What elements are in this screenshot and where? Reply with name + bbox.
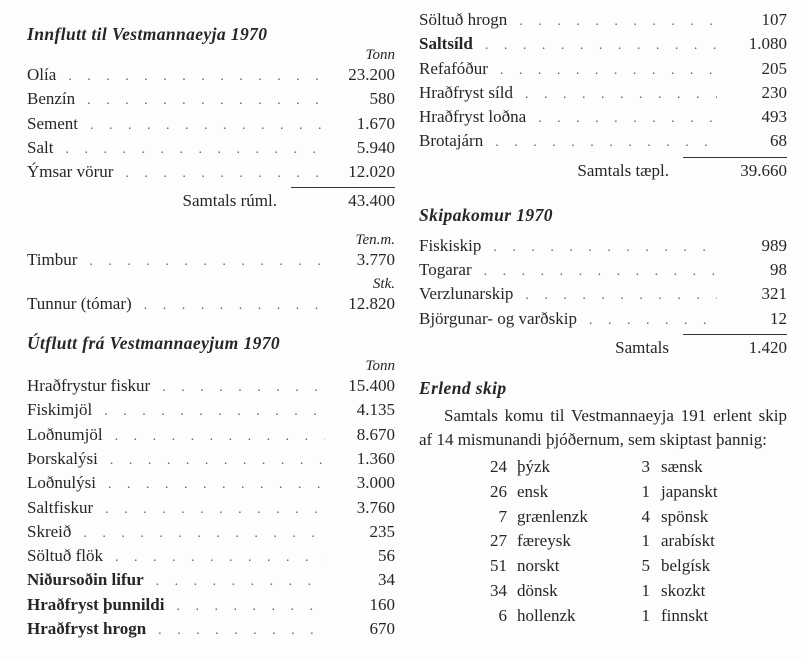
dotted-leader [589, 313, 717, 329]
nationality-label: sænsk [661, 456, 703, 476]
dotted-leader [110, 453, 325, 469]
nationality-row [419, 531, 787, 556]
total-label: Samtals rúml. [182, 191, 277, 211]
dotted-leader [68, 69, 325, 85]
dotted-leader [65, 142, 325, 158]
nationality-label: spönsk [661, 506, 709, 526]
table-row [27, 498, 395, 522]
row-value: 205 [761, 58, 787, 78]
row-label: Hraðfryst þunnildi [27, 594, 165, 614]
table-row [419, 10, 787, 34]
row-value: 1.360 [356, 448, 395, 468]
dotted-leader [156, 574, 325, 590]
row-label: Salt [27, 137, 54, 157]
row-label: Hraðfryst hrogn [27, 619, 147, 639]
total-value: 39.660 [683, 157, 787, 181]
nationality-label: finnskt [661, 605, 709, 625]
dotted-leader [90, 118, 325, 134]
row-value: 107 [761, 10, 787, 29]
total-value: 1.420 [683, 334, 787, 358]
unit-label-tonn: Tonn [365, 47, 395, 63]
row-label: Olía [27, 65, 57, 84]
table-row [419, 59, 787, 83]
dotted-leader [87, 93, 325, 109]
total-label: Samtals [615, 337, 669, 357]
nationality-count: 26 [490, 481, 507, 501]
table-row [27, 449, 395, 473]
nationality-label: hollenzk [517, 605, 576, 625]
section-title-foreign-ships: Erlend skip [419, 377, 507, 398]
row-value: 3.770 [356, 250, 395, 270]
nationality-label: japanskt [661, 481, 718, 501]
unit-label-tonn-2: Tonn [365, 358, 395, 375]
nationality-label: arabískt [661, 531, 715, 551]
row-label: Fiskimjöl [27, 400, 93, 420]
nationality-count: 1 [641, 481, 650, 501]
nationality-row [419, 581, 787, 606]
nationality-count: 3 [641, 456, 650, 476]
row-value: 23.200 [348, 65, 395, 84]
unit-label-tenm: Ten.m. [355, 232, 395, 249]
nationality-count: 4 [641, 506, 650, 526]
row-value: 12 [770, 308, 787, 328]
row-label: Saltfiskur [27, 497, 94, 517]
row-value: 321 [761, 284, 787, 304]
nationality-label: þýzk [517, 456, 551, 476]
nationality-count: 24 [490, 456, 507, 476]
table-row [27, 570, 395, 594]
barrels-table [27, 294, 395, 318]
nationality-row [419, 457, 787, 482]
table-row [419, 284, 787, 308]
row-value: 989 [761, 235, 787, 255]
row-value: 56 [378, 546, 395, 566]
nationality-count: 1 [641, 580, 650, 600]
nationality-count: 1 [641, 531, 650, 551]
row-label: Björgunar- og varðskip [419, 308, 577, 328]
row-value: 230 [761, 82, 787, 102]
nationality-count: 51 [490, 556, 507, 576]
dotted-leader [538, 111, 717, 127]
table-row [27, 595, 395, 619]
table-row [27, 546, 395, 570]
dotted-leader [105, 502, 325, 518]
table-row [27, 162, 395, 186]
dotted-leader [519, 14, 717, 30]
row-value: 670 [369, 619, 395, 639]
dotted-leader [158, 623, 325, 639]
row-label: Hraðfrystur fiskur [27, 376, 151, 396]
dotted-leader [525, 87, 717, 103]
row-label: Niðursoðin lifur [27, 570, 144, 590]
row-label: Þorskalýsi [27, 448, 98, 468]
nationality-label: belgísk [661, 556, 711, 576]
table-row [419, 34, 787, 58]
dotted-leader [115, 550, 325, 566]
table-row [27, 400, 395, 424]
dotted-leader [484, 264, 717, 280]
row-value: 235 [369, 521, 395, 541]
nationality-row [419, 556, 787, 581]
ship-arrivals-table [419, 236, 787, 333]
nationality-label: norskt [517, 556, 560, 576]
timber-table [27, 250, 395, 274]
dotted-leader [89, 254, 325, 270]
row-label: Skreið [27, 521, 72, 541]
row-value: 34 [378, 570, 395, 590]
left-column [27, 10, 395, 659]
row-value: 160 [369, 594, 395, 614]
foreign-ships-paragraph: Samtals komu til Vestmannaeyja 191 erlent skip af 14 mismunandi þjóðernum, sem skiptast þannig: [419, 405, 787, 450]
dotted-leader [493, 240, 717, 256]
row-value: 98 [770, 260, 787, 280]
row-label: Ýmsar vörur [27, 162, 114, 182]
nationalities-list [419, 457, 787, 631]
table-row [419, 236, 787, 260]
row-label: Fiskiskip [419, 235, 482, 255]
table-row [27, 522, 395, 546]
row-label: Hraðfryst loðna [419, 107, 527, 127]
exports-total-row [419, 157, 787, 186]
table-row [419, 107, 787, 131]
table-row [27, 425, 395, 449]
total-label: Samtals tæpl. [577, 160, 669, 180]
table-row [419, 309, 787, 333]
dotted-leader [500, 63, 717, 79]
table-row [419, 83, 787, 107]
table-row [27, 89, 395, 113]
row-value: 5.940 [356, 137, 395, 157]
row-value: 3.000 [356, 473, 395, 493]
row-label: Brotajárn [419, 131, 484, 151]
table-row [27, 114, 395, 138]
row-value: 8.670 [356, 424, 395, 444]
dotted-leader [525, 288, 717, 304]
table-row [27, 473, 395, 497]
nationality-label: færeysk [517, 531, 571, 551]
row-label: Benzín [27, 89, 76, 109]
nationality-count: 6 [498, 605, 507, 625]
ship-arrivals-total-row [419, 334, 787, 363]
table-row [419, 131, 787, 155]
section-title-ship-arrivals: Skipakomur 1970 [419, 204, 553, 225]
row-label: Verzlunarskip [419, 284, 514, 304]
nationality-count: 1 [641, 605, 650, 625]
row-label: Saltsíld [419, 34, 473, 54]
table-row [27, 65, 395, 89]
table-row [27, 294, 395, 318]
row-value: 4.135 [356, 400, 395, 420]
row-label: Timbur [27, 250, 78, 270]
nationality-label: ensk [517, 481, 549, 501]
nationality-count: 7 [498, 506, 507, 526]
row-label: Söltuð flök [27, 546, 104, 566]
table-row [27, 619, 395, 643]
dotted-leader [144, 298, 325, 314]
dotted-leader [125, 166, 325, 182]
nationality-label: skozkt [661, 580, 706, 600]
nationality-row [419, 482, 787, 507]
row-label: Refafóður [419, 58, 488, 78]
row-value: 3.760 [356, 497, 395, 517]
nationality-label: grænlenzk [517, 506, 588, 526]
row-label: Togarar [419, 260, 472, 280]
right-column [419, 10, 787, 659]
dotted-leader [83, 526, 325, 542]
total-value: 43.400 [291, 187, 395, 211]
dotted-leader [104, 404, 325, 420]
row-label: Loðnulýsi [27, 473, 96, 493]
exports-table [27, 376, 395, 643]
row-label: Söltuð hrogn [419, 10, 508, 29]
row-value: 68 [770, 131, 787, 151]
row-value: 1.670 [356, 113, 395, 133]
nationality-row [419, 606, 787, 631]
section-title-imports: Innflutt til Vestmannaeyja 1970 [27, 24, 268, 44]
dotted-leader [108, 477, 325, 493]
dotted-leader [176, 599, 325, 615]
dotted-leader [495, 135, 717, 151]
table-row [27, 250, 395, 274]
table-row [419, 260, 787, 284]
row-label: Hraðfryst síld [419, 82, 513, 102]
row-value: 1.080 [748, 34, 787, 54]
row-label: Sement [27, 113, 78, 133]
table-row [27, 138, 395, 162]
dotted-leader [485, 38, 717, 54]
table-row [27, 376, 395, 400]
nationality-count: 5 [641, 556, 650, 576]
nationality-row [419, 507, 787, 532]
row-label: Tunnur (tómar) [27, 293, 132, 313]
row-value: 12.020 [348, 162, 395, 182]
nationality-count: 34 [490, 580, 507, 600]
imports-table [27, 65, 395, 186]
exports-continued-table [419, 10, 787, 156]
row-value: 493 [761, 107, 787, 127]
dotted-leader [162, 380, 325, 396]
row-value: 580 [369, 89, 395, 109]
nationality-label: dönsk [517, 580, 558, 600]
imports-total-row [27, 187, 395, 216]
nationality-count: 27 [490, 531, 507, 551]
dotted-leader [115, 429, 325, 445]
unit-label-stk: Stk. [372, 275, 395, 292]
row-label: Loðnumjöl [27, 424, 103, 444]
section-title-exports: Útflutt frá Vestmannaeyjum 1970 [27, 333, 281, 354]
row-value: 12.820 [348, 293, 395, 313]
row-value: 15.400 [348, 376, 395, 396]
